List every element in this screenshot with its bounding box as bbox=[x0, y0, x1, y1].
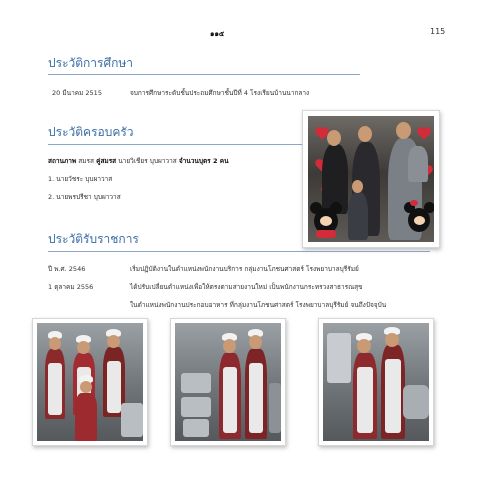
person-face bbox=[327, 130, 341, 146]
kitchen-photo-3 bbox=[318, 318, 434, 446]
person-face bbox=[358, 126, 372, 142]
worker-face bbox=[357, 339, 371, 353]
worker-apron bbox=[48, 363, 62, 415]
running-header-title: ๑๑๕ bbox=[210, 30, 225, 38]
worker-apron bbox=[357, 367, 373, 433]
worker-face bbox=[77, 341, 90, 354]
education-heading: ประวัติการศึกษา bbox=[48, 56, 134, 70]
cooking-pot bbox=[403, 385, 429, 419]
child-item: 2. นายพรปรีชา บุบผาวาส bbox=[48, 193, 121, 201]
career-date: 1 ตุลาคม 2556 bbox=[48, 283, 94, 291]
worker-face bbox=[49, 337, 61, 350]
mouse-shorts bbox=[316, 230, 336, 238]
kitchen-equipment bbox=[327, 333, 351, 383]
career-text: ได้ปรับเปลี่ยนตำแหน่งเพื่อให้ตรงตามสายงานใหม่ เป็นพนักงานกระทรวงสาธารณสุข bbox=[130, 283, 363, 291]
mouse-ear bbox=[424, 202, 434, 213]
education-text: จบการศึกษาระดับชั้นประถมศึกษาชั้นปีที่ 4 โรงเรียนบ้านนากลาง bbox=[130, 89, 310, 97]
career-date: ปี พ.ศ. 2546 bbox=[48, 265, 86, 273]
worker-apron bbox=[223, 367, 237, 433]
worker-apron bbox=[107, 361, 121, 413]
spouse-label: คู่สมรส bbox=[96, 157, 117, 165]
child-item: 1. นายวัชระ บุบผาวาส bbox=[48, 175, 113, 183]
mouse-ear bbox=[330, 202, 342, 214]
education-rule bbox=[48, 74, 360, 75]
kitchen-photo-image bbox=[175, 323, 281, 441]
kitchen-photo-image bbox=[323, 323, 429, 441]
career-heading: ประวัติรับราชการ bbox=[48, 232, 139, 246]
family-photo-image bbox=[308, 116, 434, 242]
worker-face bbox=[249, 335, 262, 349]
child-face bbox=[352, 180, 363, 193]
child-figure bbox=[408, 146, 428, 182]
family-heading: ประวัติครอบครัว bbox=[48, 125, 134, 139]
heart-icon bbox=[418, 128, 429, 139]
career-rule bbox=[48, 251, 430, 252]
person-face bbox=[396, 122, 411, 139]
career-text: ในตำแหน่งพนักงานประกอบอาหาร ที่กลุ่มงานโภชนศาสตร์ โรงพยาบาลบุรีรัมย์ จนถึงปัจจุบัน bbox=[130, 301, 387, 309]
status-label: สถานภาพ bbox=[48, 157, 77, 165]
cooking-pot bbox=[183, 419, 209, 437]
mouse-ear bbox=[310, 202, 322, 214]
heart-icon bbox=[316, 128, 327, 139]
spouse-value: นายวิเชียร บุบผาวาส bbox=[118, 157, 177, 165]
cooking-pot bbox=[181, 397, 211, 417]
kitchen-rack bbox=[121, 403, 143, 437]
worker-face bbox=[107, 335, 120, 348]
status-value: สมรส bbox=[78, 157, 95, 165]
kitchen-shelf bbox=[269, 383, 281, 433]
kitchen-photo-2 bbox=[170, 318, 286, 446]
mouse-face bbox=[414, 216, 425, 225]
worker-face bbox=[223, 339, 236, 353]
family-photo bbox=[302, 110, 440, 248]
education-date: 20 มีนาคม 2515 bbox=[52, 89, 102, 97]
worker-face bbox=[385, 333, 399, 347]
career-text: เริ่มปฏิบัติงานในตำแหน่งพนักงานบริการ กลุ่มงานโภชนศาสตร์ โรงพยาบาลบุรีรัมย์ bbox=[130, 265, 359, 273]
cooking-pot bbox=[181, 373, 211, 393]
mouse-face bbox=[320, 216, 332, 226]
worker-apron bbox=[249, 363, 263, 433]
family-status-line bbox=[48, 156, 229, 166]
child-figure bbox=[348, 192, 368, 240]
page-number: 115 bbox=[430, 27, 446, 36]
worker-figure bbox=[75, 393, 97, 441]
kitchen-photo-image bbox=[37, 323, 143, 441]
kitchen-photo-1 bbox=[32, 318, 148, 446]
children-count: จำนวนบุตร 2 คน bbox=[178, 157, 229, 165]
mouse-bow bbox=[410, 200, 418, 206]
worker-apron bbox=[385, 359, 401, 433]
worker-face bbox=[80, 381, 92, 393]
